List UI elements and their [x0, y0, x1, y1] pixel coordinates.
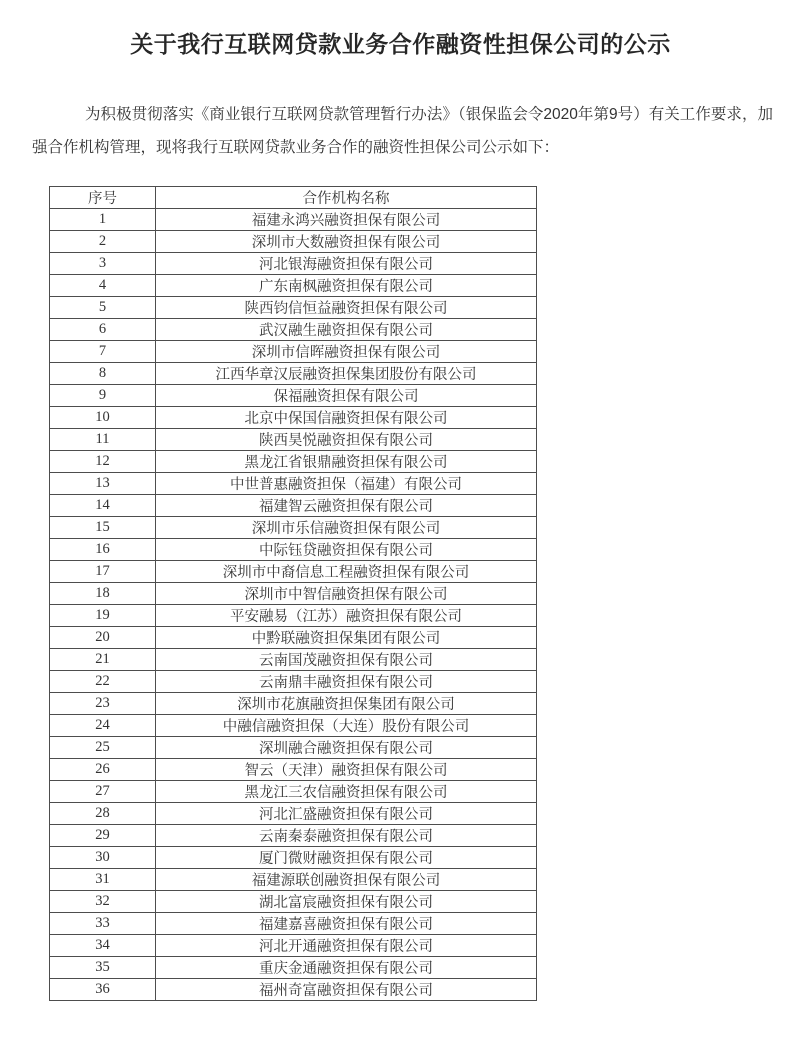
cell-index: 32: [50, 891, 156, 913]
cell-index: 17: [50, 561, 156, 583]
cell-company-name: 中际钰贷融资担保有限公司: [156, 539, 537, 561]
cell-company-name: 深圳市中智信融资担保有限公司: [156, 583, 537, 605]
intro-paragraph: 为积极贯彻落实《商业银行互联网贷款管理暂行办法》（银保监会令2020年第9号）有关工作要求，加强合作机构管理，现将我行互联网贷款业务合作的融资性担保公司公示如下：: [32, 106, 773, 156]
cell-company-name: 福建源联创融资担保有限公司: [156, 869, 537, 891]
table-row: [50, 407, 537, 429]
table-row: [50, 847, 537, 869]
cell-company-name: 深圳市中裔信息工程融资担保有限公司: [156, 561, 537, 583]
cell-index: 24: [50, 715, 156, 737]
page-title: 关于我行互联网贷款业务合作融资性担保公司的公示: [130, 31, 671, 57]
cell-index: 29: [50, 825, 156, 847]
cell-company-name: 江西华章汉辰融资担保集团股份有限公司: [156, 363, 537, 385]
cell-company-name: 武汉融生融资担保有限公司: [156, 319, 537, 341]
announcement-page: [0, 30, 801, 1055]
cell-company-name: 保福融资担保有限公司: [156, 385, 537, 407]
table-row: [50, 627, 537, 649]
guarantor-table: [49, 186, 537, 1001]
cell-index: 36: [50, 979, 156, 1001]
table-row: [50, 385, 537, 407]
table-row: [50, 715, 537, 737]
cell-index: 23: [50, 693, 156, 715]
table-row: [50, 209, 537, 231]
table-row: [50, 935, 537, 957]
table-row: [50, 517, 537, 539]
cell-company-name: 河北汇盛融资担保有限公司: [156, 803, 537, 825]
cell-index: 14: [50, 495, 156, 517]
cell-company-name: 深圳市信晖融资担保有限公司: [156, 341, 537, 363]
cell-company-name: 深圳市花旗融资担保集团有限公司: [156, 693, 537, 715]
cell-company-name: 福建嘉喜融资担保有限公司: [156, 913, 537, 935]
table-row: [50, 539, 537, 561]
cell-company-name: 云南国茂融资担保有限公司: [156, 649, 537, 671]
table-row: [50, 913, 537, 935]
cell-index: 33: [50, 913, 156, 935]
table-row: [50, 671, 537, 693]
cell-index: 31: [50, 869, 156, 891]
cell-company-name: 中世普惠融资担保（福建）有限公司: [156, 473, 537, 495]
table-header-row: [50, 187, 537, 209]
cell-company-name: 黑龙江省银鼎融资担保有限公司: [156, 451, 537, 473]
cell-index: 19: [50, 605, 156, 627]
cell-company-name: 北京中保国信融资担保有限公司: [156, 407, 537, 429]
cell-index: 7: [50, 341, 156, 363]
cell-company-name: 陕西钧信恒益融资担保有限公司: [156, 297, 537, 319]
table-row: [50, 759, 537, 781]
cell-index: 13: [50, 473, 156, 495]
cell-index: 26: [50, 759, 156, 781]
cell-company-name: 黑龙江三农信融资担保有限公司: [156, 781, 537, 803]
cell-company-name: 福建智云融资担保有限公司: [156, 495, 537, 517]
cell-company-name: 智云（天津）融资担保有限公司: [156, 759, 537, 781]
cell-index: 16: [50, 539, 156, 561]
table-row: [50, 869, 537, 891]
table-row: [50, 363, 537, 385]
table-row: [50, 473, 537, 495]
table-row: [50, 891, 537, 913]
cell-company-name: 福州奇富融资担保有限公司: [156, 979, 537, 1001]
cell-index: 15: [50, 517, 156, 539]
table-row: [50, 231, 537, 253]
cell-index: 21: [50, 649, 156, 671]
table-row: [50, 605, 537, 627]
cell-index: 20: [50, 627, 156, 649]
cell-company-name: 重庆金通融资担保有限公司: [156, 957, 537, 979]
table-row: [50, 495, 537, 517]
cell-company-name: 中黔联融资担保集团有限公司: [156, 627, 537, 649]
table-row: [50, 979, 537, 1001]
table-row: [50, 737, 537, 759]
table-row: [50, 253, 537, 275]
cell-company-name: 河北开通融资担保有限公司: [156, 935, 537, 957]
cell-company-name: 云南鼎丰融资担保有限公司: [156, 671, 537, 693]
table-row: [50, 451, 537, 473]
table-row: [50, 957, 537, 979]
cell-index: 9: [50, 385, 156, 407]
table-row: [50, 803, 537, 825]
table-row: [50, 341, 537, 363]
cell-index: 27: [50, 781, 156, 803]
table-row: [50, 825, 537, 847]
cell-company-name: 深圳市大数融资担保有限公司: [156, 231, 537, 253]
cell-company-name: 陕西昊悦融资担保有限公司: [156, 429, 537, 451]
table-row: [50, 429, 537, 451]
cell-company-name: 深圳融合融资担保有限公司: [156, 737, 537, 759]
table-row: [50, 649, 537, 671]
table-body: [50, 209, 537, 1001]
cell-company-name: 云南秦泰融资担保有限公司: [156, 825, 537, 847]
cell-company-name: 中融信融资担保（大连）股份有限公司: [156, 715, 537, 737]
cell-company-name: 深圳市乐信融资担保有限公司: [156, 517, 537, 539]
table-row: [50, 583, 537, 605]
cell-company-name: 湖北富宸融资担保有限公司: [156, 891, 537, 913]
cell-company-name: 平安融易（江苏）融资担保有限公司: [156, 605, 537, 627]
table-row: [50, 275, 537, 297]
cell-index: 3: [50, 253, 156, 275]
cell-index: 8: [50, 363, 156, 385]
cell-index: 1: [50, 209, 156, 231]
cell-index: 35: [50, 957, 156, 979]
cell-index: 22: [50, 671, 156, 693]
table-row: [50, 297, 537, 319]
cell-index: 10: [50, 407, 156, 429]
cell-index: 28: [50, 803, 156, 825]
cell-index: 12: [50, 451, 156, 473]
cell-index: 18: [50, 583, 156, 605]
cell-index: 30: [50, 847, 156, 869]
cell-index: 34: [50, 935, 156, 957]
cell-index: 2: [50, 231, 156, 253]
cell-index: 4: [50, 275, 156, 297]
table-row: [50, 781, 537, 803]
header-cell-index: 序号: [50, 187, 156, 209]
table-row: [50, 693, 537, 715]
table-row: [50, 319, 537, 341]
cell-company-name: 河北银海融资担保有限公司: [156, 253, 537, 275]
table-row: [50, 561, 537, 583]
cell-index: 6: [50, 319, 156, 341]
cell-index: 5: [50, 297, 156, 319]
cell-company-name: 广东南枫融资担保有限公司: [156, 275, 537, 297]
cell-company-name: 福建永鸿兴融资担保有限公司: [156, 209, 537, 231]
cell-index: 25: [50, 737, 156, 759]
header-cell-name: 合作机构名称: [156, 187, 537, 209]
cell-index: 11: [50, 429, 156, 451]
cell-company-name: 厦门微财融资担保有限公司: [156, 847, 537, 869]
